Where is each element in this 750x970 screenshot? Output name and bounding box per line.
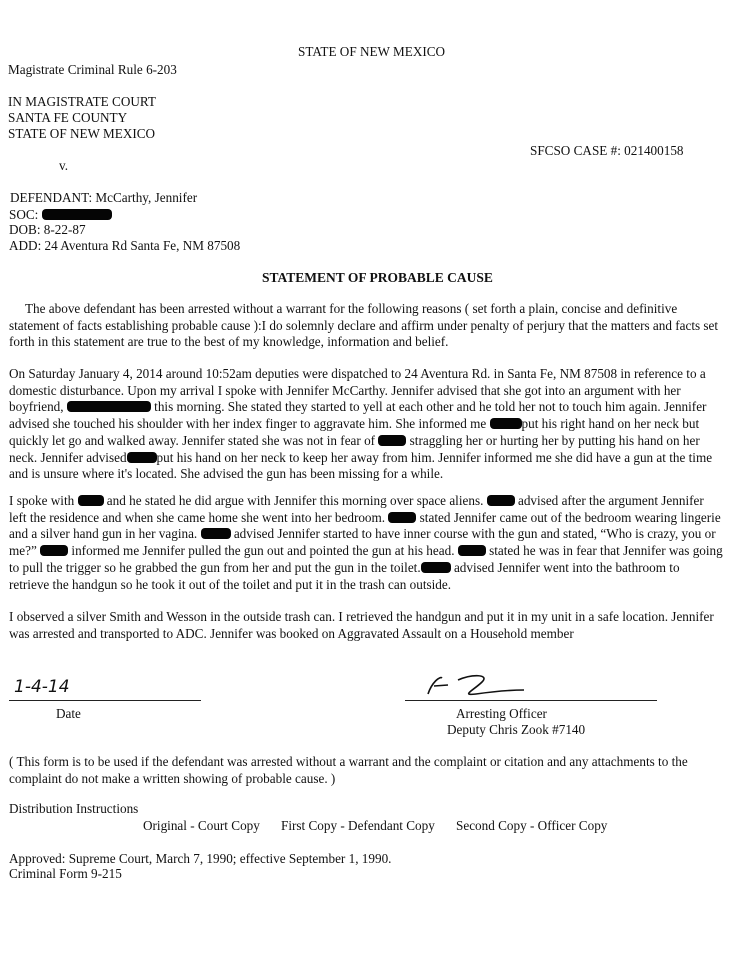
narrative-line: and is unsure where it's located. She advised the gun has been missing for a while. — [9, 466, 444, 482]
narrative-line — [9, 416, 741, 433]
redaction — [458, 545, 486, 556]
text-segment: to pull the trigger so he grabbed the gun from her and put the gun in the toilet. — [9, 559, 421, 575]
handwritten-date: 1-4-14 — [14, 677, 70, 697]
redaction — [40, 545, 68, 556]
rule-citation: Magistrate Criminal Rule 6-203 — [8, 62, 177, 77]
redaction — [487, 495, 515, 506]
officer-name: Deputy Chris Zook #7140 — [447, 722, 586, 737]
narrative-line — [9, 493, 741, 510]
form-usage-note — [9, 754, 741, 787]
text-segment: advised Jennifer started to have inner course with the gun and stated, “Who is crazy, you or — [233, 526, 716, 542]
narrative-line: On Saturday January 4, 2014 around 10:52am deputies were dispatched to 24 Aventura Rd. in Santa Fe, NM 87508 in reference to a — [9, 366, 706, 381]
narrative-line — [9, 399, 741, 416]
redaction — [67, 401, 151, 412]
defendant-soc — [9, 207, 112, 223]
intro-line: The above defendant has been arrested without a warrant for the following reasons ( set forth a plain, concise and definitive — [25, 301, 678, 316]
defendant-dob: DOB: 8-22-87 — [9, 222, 86, 237]
narrative-paragraph-3 — [9, 609, 741, 642]
text-segment: stated Jennifer came out of the bedroom wearing lingerie — [419, 509, 721, 525]
text-segment: boyfriend, — [9, 399, 64, 415]
text-segment: stated he was in fear that Jennifer was going — [489, 543, 723, 559]
court-line-2: SANTA FE COUNTY — [8, 110, 128, 125]
statement-heading: STATEMENT OF PROBABLE CAUSE — [262, 270, 493, 285]
approval-line: Approved: Supreme Court, March 7, 1990; effective September 1, 1990. — [9, 851, 392, 866]
officer-signature-line — [405, 700, 657, 701]
distribution-copy: First Copy - Defendant Copy — [281, 818, 435, 833]
narrative-line: I observed a silver Smith and Wesson in the outside trash can. I retrieved the handgun and put it in my unit in a safe location. Jennifer — [9, 609, 714, 624]
narrative-line — [9, 450, 741, 467]
case-number: SFCSO CASE #: 021400158 — [530, 143, 684, 158]
distribution-copy: Original - Court Copy — [143, 818, 260, 833]
intro-line: forth in this statement are true to the best of my knowledge, information and belief. — [9, 334, 449, 350]
narrative-line — [9, 543, 741, 560]
note-line: ( This form is to be used if the defendant was arrested without a warrant and the complaint or citation and any attachments to the — [9, 754, 688, 769]
text-segment: informed me Jennifer pulled the gun out and pointed the gun at his head. — [71, 543, 455, 559]
redaction — [78, 495, 104, 506]
distribution-title: Distribution Instructions — [9, 801, 139, 816]
text-segment: advised Jennifer went into the bathroom to — [453, 559, 680, 575]
date-signature-line — [9, 700, 201, 701]
court-line-1: IN MAGISTRATE COURT — [8, 94, 156, 109]
narrative-line — [9, 560, 741, 577]
narrative-line: domestic disturbance. Upon my arrival I spoke with Jennifer McCarthy. Jennifer advised that she got into an argument with her — [9, 382, 681, 398]
officer-signature — [420, 668, 540, 702]
distribution-copy: Second Copy - Officer Copy — [456, 818, 608, 833]
form-number: Criminal Form 9-215 — [9, 866, 122, 881]
officer-label: Arresting Officer — [456, 706, 547, 721]
text-segment: this morning. She stated they started to yell at each other and he told her not to touch him again. Jennifer — [154, 399, 707, 415]
narrative-line — [9, 433, 741, 450]
text-segment: and he stated he did argue with Jennifer this morning over space aliens. — [106, 493, 484, 508]
redaction — [127, 452, 157, 463]
text-segment: advised after the argument Jennifer — [517, 493, 704, 508]
text-segment: I spoke with — [9, 493, 75, 508]
text-segment: put his right hand on her neck but — [521, 416, 700, 432]
text-segment: straggling her or hurting her by putting his hand on her — [409, 432, 700, 448]
redaction — [388, 512, 416, 523]
narrative-paragraph-1 — [9, 366, 741, 483]
narrative-paragraph-2 — [9, 493, 741, 593]
defendant-name: DEFENDANT: McCarthy, Jennifer — [10, 190, 198, 205]
narrative-line — [9, 510, 741, 527]
text-segment: quickly let go and walked away. Jennifer stated she was not in fear of — [9, 432, 376, 448]
text-segment: advised she touched his shoulder with her index finger to aggravate him. She informed me — [9, 416, 487, 432]
intro-paragraph — [9, 301, 741, 351]
defendant-address: ADD: 24 Aventura Rd Santa Fe, NM 87508 — [9, 238, 241, 253]
redaction — [201, 528, 231, 539]
versus: v. — [59, 158, 69, 173]
state-title: STATE OF NEW MEXICO — [298, 44, 446, 59]
note-line: complaint do not make a written showing of probable cause. ) — [9, 770, 336, 786]
text-segment: neck. Jennifer advised — [9, 449, 127, 465]
text-segment: and a silver hand gun in her vagina. — [9, 526, 198, 542]
narrative-line — [9, 526, 741, 543]
narrative-line: was arrested and transported to ADC. Jennifer was booked on Aggravated Assault on a Household member — [9, 625, 574, 641]
intro-line: statement of facts establishing probable cause ):I do solemnly declare and affirm under penalty of perjury that the matters and facts set — [9, 317, 719, 333]
redaction-soc — [42, 209, 112, 220]
soc-label: SOC: — [9, 207, 39, 222]
text-segment: me?” — [9, 543, 37, 559]
redaction — [490, 418, 522, 429]
narrative-line: retrieve the handgun so he took it out of the toilet and put it in the trash can outside. — [9, 576, 452, 592]
court-line-3: STATE OF NEW MEXICO — [8, 126, 156, 141]
date-label: Date — [56, 706, 81, 721]
redaction — [421, 562, 451, 573]
text-segment: left the residence and when she came home she went into her bedroom. — [9, 509, 386, 525]
text-segment: put his hand on her neck to keep her away from him. Jennifer informed me she did have a gun at the time — [156, 449, 713, 465]
redaction — [378, 435, 406, 446]
